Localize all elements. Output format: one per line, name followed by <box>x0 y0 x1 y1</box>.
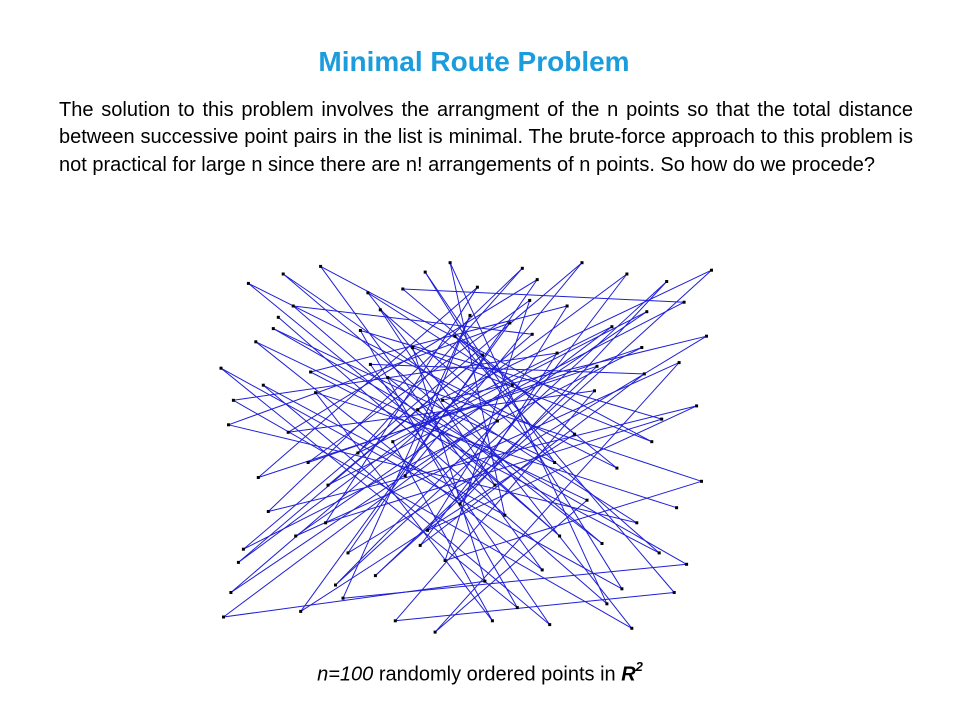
route-point <box>553 461 556 464</box>
route-point <box>391 440 394 443</box>
route-point <box>640 346 643 349</box>
route-segment <box>293 306 532 334</box>
route-point <box>643 372 646 375</box>
route-point <box>277 316 280 319</box>
route-point <box>596 365 599 368</box>
route-point <box>237 561 240 564</box>
route-point <box>369 363 372 366</box>
caption-n-value: n=100 <box>317 663 374 686</box>
route-point <box>366 291 369 294</box>
route-point <box>314 391 317 394</box>
route-lines <box>221 263 712 632</box>
route-point <box>309 371 312 374</box>
route-point <box>419 544 422 547</box>
route-point <box>386 376 389 379</box>
route-point <box>635 521 638 524</box>
route-point <box>566 305 569 308</box>
route-point <box>334 584 337 587</box>
route-segment <box>224 581 485 617</box>
route-point <box>496 420 499 423</box>
route-point <box>645 310 648 313</box>
route-point <box>426 529 429 532</box>
route-point <box>491 619 494 622</box>
route-point <box>222 616 225 619</box>
route-point <box>658 551 661 554</box>
route-point <box>511 384 514 387</box>
route-point <box>319 265 322 268</box>
route-segment <box>243 348 641 550</box>
route-point <box>394 619 397 622</box>
route-point <box>683 301 686 304</box>
route-point <box>675 506 678 509</box>
caption-space-symbol: R <box>621 663 636 686</box>
slide-title: Minimal Route Problem <box>318 46 630 77</box>
route-point <box>434 631 437 634</box>
route-segment <box>328 355 482 485</box>
route-point <box>401 288 404 291</box>
route-point <box>581 261 584 264</box>
route-point <box>229 591 232 594</box>
route-point <box>292 305 295 308</box>
route-point <box>227 423 230 426</box>
route-point <box>324 521 327 524</box>
route-point <box>528 299 531 302</box>
route-segment <box>278 317 607 604</box>
route-point <box>476 286 479 289</box>
route-point <box>601 542 604 545</box>
route-point <box>342 597 345 600</box>
route-point <box>267 510 270 513</box>
route-point <box>481 354 484 357</box>
route-point <box>294 535 297 538</box>
route-point <box>347 551 350 554</box>
route-point <box>536 278 539 281</box>
route-point <box>449 261 452 264</box>
route-point <box>287 431 290 434</box>
route-point <box>454 335 457 338</box>
route-point <box>359 329 362 332</box>
route-point <box>558 535 561 538</box>
route-point <box>493 484 496 487</box>
route-point <box>257 476 260 479</box>
route-point <box>541 568 544 571</box>
route-point <box>247 282 250 285</box>
route-point <box>272 327 275 330</box>
slide-body-text: The solution to this problem involves the arrangment of the n points so that the total distance between successive point pairs in the list is minimal. The brute-force approach to this problem is not practical for large n since there are n! arrangements of n points. So how do we procede? <box>59 99 913 176</box>
route-point <box>625 273 628 276</box>
route-point <box>411 346 414 349</box>
route-point <box>700 480 703 483</box>
route-point <box>374 574 377 577</box>
route-point <box>620 587 623 590</box>
route-point <box>660 418 663 421</box>
route-point <box>556 352 559 355</box>
route-segment <box>450 263 607 604</box>
route-point <box>685 563 688 566</box>
caption-text: randomly ordered points in <box>373 663 622 686</box>
route-point <box>242 548 245 551</box>
route-point <box>232 399 235 402</box>
plot-caption <box>0 661 960 687</box>
route-point <box>610 325 613 328</box>
route-point <box>593 389 596 392</box>
caption-exponent: 2 <box>635 659 643 674</box>
route-point <box>469 314 472 317</box>
route-point <box>586 499 589 502</box>
route-point <box>516 606 519 609</box>
route-point <box>459 502 462 505</box>
route-point <box>630 627 633 630</box>
route-point <box>327 484 330 487</box>
route-point <box>424 271 427 274</box>
route-point <box>441 399 444 402</box>
route-point <box>416 408 419 411</box>
route-segment <box>221 368 622 589</box>
route-point <box>508 322 511 325</box>
route-point <box>483 580 486 583</box>
route-point <box>521 267 524 270</box>
route-point <box>710 269 713 272</box>
route-point <box>615 467 618 470</box>
route-point <box>605 602 608 605</box>
route-point <box>404 474 407 477</box>
route-point <box>673 591 676 594</box>
route-point <box>299 610 302 613</box>
route-point <box>356 452 359 455</box>
route-segment <box>395 593 674 621</box>
route-segment <box>360 331 517 608</box>
route-segment <box>238 274 627 562</box>
route-point <box>678 361 681 364</box>
route-point <box>665 280 668 283</box>
route-point <box>695 404 698 407</box>
route-point <box>531 333 534 336</box>
route-point <box>444 559 447 562</box>
route-point <box>307 461 310 464</box>
route-segment <box>343 564 687 598</box>
route-point <box>262 384 265 387</box>
route-point <box>282 273 285 276</box>
route-point <box>503 514 506 517</box>
route-point <box>650 440 653 443</box>
route-point <box>548 623 551 626</box>
route-point <box>705 335 708 338</box>
route-point <box>220 367 223 370</box>
route-point <box>379 308 382 311</box>
route-point <box>254 340 257 343</box>
route-point <box>573 433 576 436</box>
